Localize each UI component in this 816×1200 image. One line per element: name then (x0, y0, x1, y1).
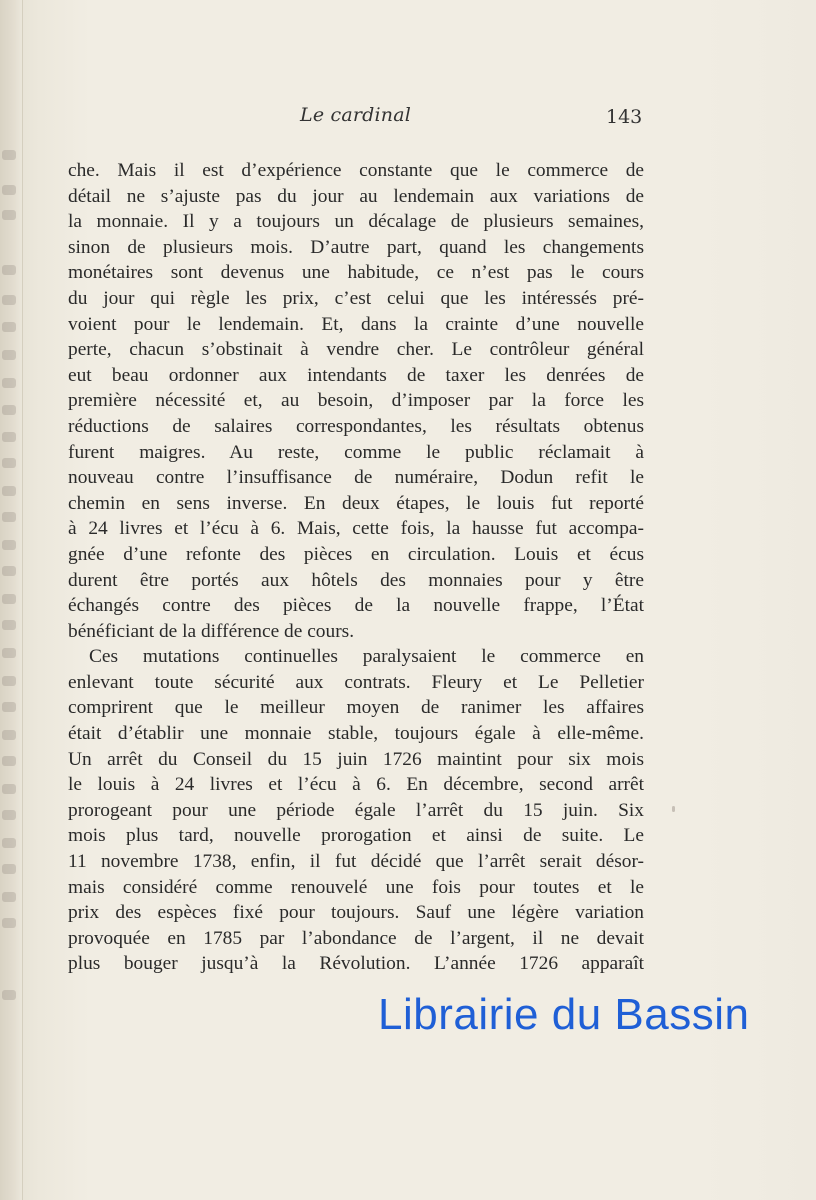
page-edge-line (22, 0, 23, 1200)
text-line: comprirent que le meilleur moyen de ranimer les affaires (68, 697, 644, 719)
text-line: était d’établir une monnaie stable, toujours égale à elle-même. (68, 723, 644, 745)
running-title: Le cardinal (300, 104, 412, 126)
bleed-through-mark (2, 620, 16, 630)
text-line: provoquée en 1785 par l’abondance de l’argent, il ne devait (68, 927, 644, 949)
text-line: che. Mais il est d’expérience constante que le commerce de (68, 160, 644, 181)
page-number: 143 (606, 106, 643, 128)
bleed-through-mark (2, 566, 16, 576)
text-line: échangés contre des pièces de la nouvelle frappe, l’État (68, 595, 644, 617)
text-line: monétaires sont devenus une habitude, ce n’est pas le cours (68, 262, 644, 284)
text-line-paragraph-end: bénéficiant de la différence de cours. (68, 620, 355, 642)
bleed-through-mark (2, 432, 16, 442)
bleed-through-mark (2, 676, 16, 686)
text-line: enlevant toute sécurité aux contrats. Fleury et Le Pelletier (68, 671, 644, 693)
bleed-through-mark (2, 540, 16, 550)
text-line: mais considéré comme renouvelé une fois pour toutes et le (68, 876, 644, 898)
text-line: chemin en sens inverse. En deux étapes, le louis fut reporté (68, 492, 644, 514)
text-line: à 24 livres et l’écu à 6. Mais, cette fois, la hausse fut accompa- (68, 518, 644, 540)
text-line: du jour qui règle les prix, c’est celui que les intéressés pré- (68, 287, 644, 309)
bleed-through-mark (2, 864, 16, 874)
text-line: prorogeant pour une période égale l’arrêt du 15 juin. Six (68, 799, 644, 821)
text-line: Un arrêt du Conseil du 15 juin 1726 maintint pour six mois (68, 748, 644, 770)
bleed-through-mark (2, 990, 16, 1000)
text-line: mois plus tard, nouvelle prorogation et ainsi de suite. Le (68, 825, 644, 847)
bleed-through-mark (2, 784, 16, 794)
bleed-through-mark (2, 810, 16, 820)
text-line: voient pour le lendemain. Et, dans la crainte d’une nouvelle (68, 313, 644, 335)
text-line: première nécessité et, au besoin, d’imposer par la force les (68, 390, 644, 412)
bleed-through-mark (2, 838, 16, 848)
bleed-through-mark (2, 702, 16, 712)
text-line: nouveau contre l’insuffisance de numéraire, Dodun refit le (68, 467, 644, 489)
bleed-through-mark (2, 350, 16, 360)
text-line-paragraph-start: Ces mutations continuelles paralysaient le commerce en (89, 646, 644, 668)
watermark: Librairie du Bassin (378, 990, 750, 1039)
bleed-through-mark (2, 295, 16, 305)
text-line: la monnaie. Il y a toujours un décalage de plusieurs semaines, (68, 211, 644, 233)
text-line: détail ne s’ajuste pas du jour au lendemain aux variations de (68, 185, 644, 207)
bleed-through-mark (2, 185, 16, 195)
text-line: le louis à 24 livres et l’écu à 6. En décembre, second arrêt (68, 774, 644, 796)
text-line: perte, chacun s’obstinait à vendre cher. Le contrôleur général (68, 339, 644, 361)
body-text (68, 158, 644, 977)
bleed-through-mark (2, 458, 16, 468)
paper-speck (672, 806, 675, 812)
text-line: réductions de salaires correspondantes, les résultats obtenus (68, 415, 644, 437)
bleed-through-mark (2, 730, 16, 740)
text-line: durent être portés aux hôtels des monnaies pour y être (68, 569, 644, 591)
text-line: gnée d’une refonte des pièces en circulation. Louis et écus (68, 543, 644, 565)
text-line: 11 novembre 1738, enfin, il fut décidé que l’arrêt serait désor- (68, 851, 644, 873)
bleed-through-mark (2, 210, 16, 220)
text-line: eut beau ordonner aux intendants de taxer les denrées de (68, 364, 644, 386)
text-line: furent maigres. Au reste, comme le public réclamait à (68, 441, 644, 463)
text-line: plus bouger jusqu’à la Révolution. L’année 1726 apparaît (68, 953, 644, 975)
bleed-through-mark (2, 150, 16, 160)
bleed-through-mark (2, 756, 16, 766)
bleed-through-mark (2, 265, 16, 275)
bleed-through-mark (2, 648, 16, 658)
text-line: sinon de plusieurs mois. D’autre part, quand les changements (68, 236, 644, 258)
bleed-through-mark (2, 892, 16, 902)
facing-page-edge (0, 0, 22, 1200)
bleed-through-mark (2, 405, 16, 415)
text-line: prix des espèces fixé pour toujours. Sauf une légère variation (68, 902, 644, 924)
bleed-through-mark (2, 378, 16, 388)
bleed-through-mark (2, 322, 16, 332)
bleed-through-mark (2, 918, 16, 928)
bleed-through-mark (2, 486, 16, 496)
bleed-through-mark (2, 512, 16, 522)
bleed-through-mark (2, 594, 16, 604)
